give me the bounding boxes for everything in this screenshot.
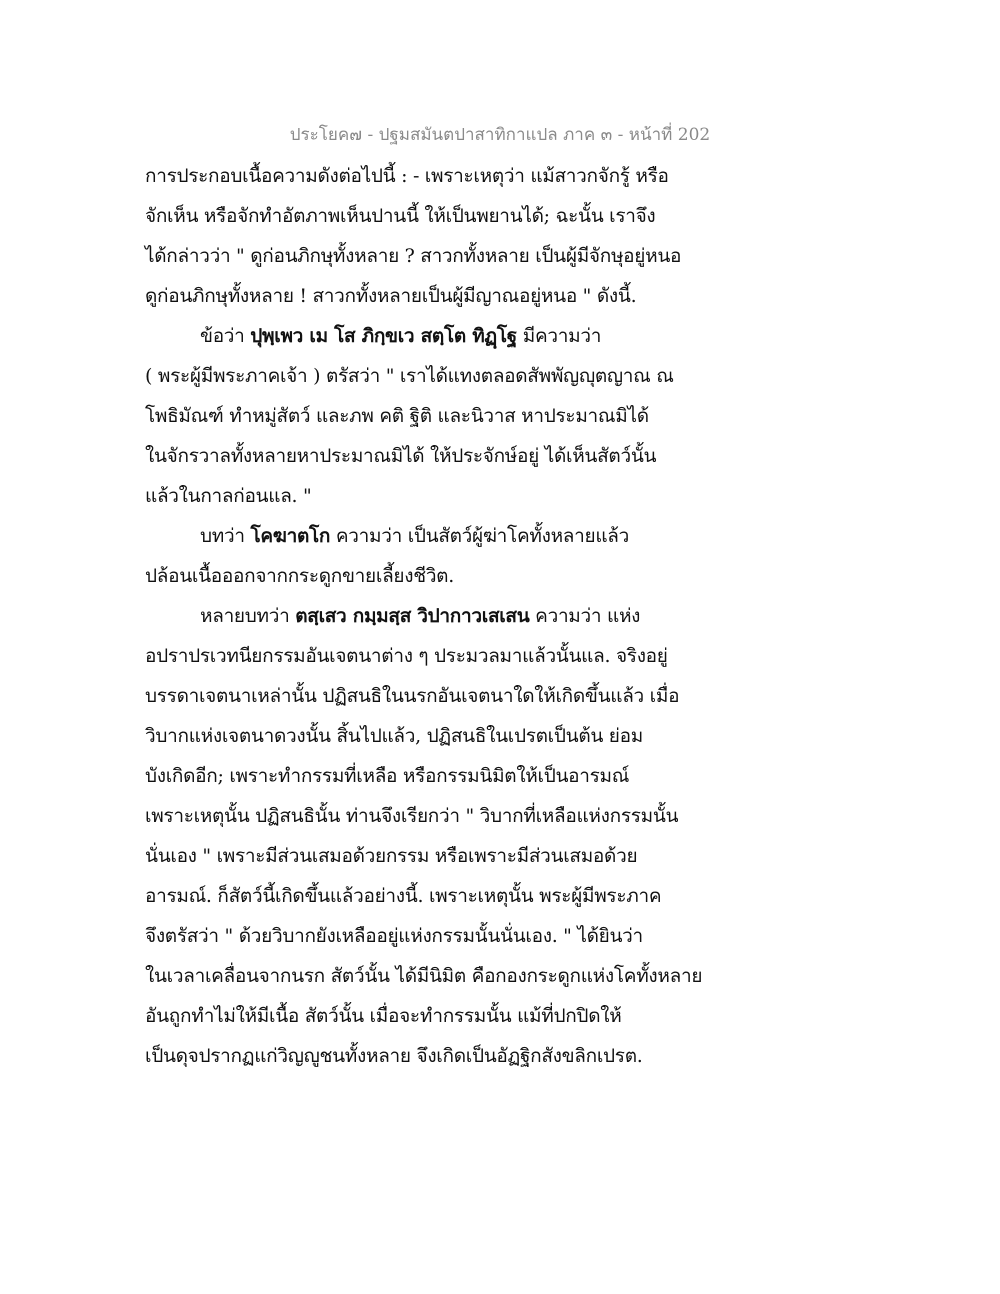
pali-term: โคฆาตโก [250, 525, 331, 547]
text-line: ปล้อนเนื้อออกจากกระดูกขายเลี้ยงชีวิต. [145, 565, 454, 587]
text-line: อปราปรเวทนียกรรมอันเจตนาต่าง ๆ ประมวลมาแล้วนั้นแล. จริงอยู่ [145, 645, 668, 667]
text-line: จักเห็น หรือจักทำอัตภาพเห็นปานนี้ ให้เป็นพยานได้; ฉะนั้น เราจึง [145, 205, 656, 227]
text-line: ในเวลาเคลื่อนจากนรก สัตว์นั้น ได้มีนิมิต คือกองกระดูกแห่งโคทั้งหลาย [145, 965, 703, 987]
text-line: เพราะเหตุนั้น ปฏิสนธินั้น ท่านจึงเรียกว่า " วิบากที่เหลือแห่งกรรมนั้น [145, 805, 679, 827]
text-line-with-pali-term [200, 516, 629, 556]
text-line: อันถูกทำไม่ให้มีเนื้อ สัตว์นั้น เมื่อจะทำกรรมนั้น แม้ที่ปกปิดให้ [145, 1005, 622, 1027]
text-line: ดูก่อนภิกษุทั้งหลาย ! สาวกทั้งหลายเป็นผู้มีญาณอยู่หนอ " ดังนี้. [145, 285, 637, 307]
text-line: อารมณ์. ก็สัตว์นี้เกิดขึ้นแล้วอย่างนี้. เพราะเหตุนั้น พระผู้มีพระภาค [145, 885, 662, 907]
text-line: โพธิมัณฑ์ ทำหมู่สัตว์ และภพ คติ ฐิติ และนิวาส หาประมาณมิได้ [145, 405, 649, 427]
text-line-with-pali-term [200, 316, 601, 356]
text-line: จึงตรัสว่า " ด้วยวิบากยังเหลืออยู่แห่งกรรมนั้นนั่นเอง. " ได้ยินว่า [145, 925, 643, 947]
pali-term: ตสฺเสว กมฺมสฺส วิปากาวเสเสน [295, 605, 530, 627]
line-prefix: ข้อว่า [200, 325, 251, 347]
pali-term: ปุพฺเพว เม โส ภิกฺขเว สตฺโต ทิฏฺโฐ [250, 325, 517, 347]
line-prefix: หลายบทว่า [200, 605, 296, 627]
text-line: แล้วในกาลก่อนแล. " [145, 485, 312, 507]
line-suffix: ความว่า เป็นสัตว์ผู้ฆ่าโคทั้งหลายแล้ว [330, 525, 629, 547]
text-line: ได้กล่าวว่า " ดูก่อนภิกษุทั้งหลาย ? สาวกทั้งหลาย เป็นผู้มีจักษุอยู่หนอ [145, 245, 682, 267]
text-line: บังเกิดอีก; เพราะทำกรรมที่เหลือ หรือกรรมนิมิตให้เป็นอารมณ์ [145, 765, 630, 787]
text-line-with-pali-term [200, 596, 640, 636]
line-suffix: ความว่า แห่ง [529, 605, 641, 627]
line-prefix: บทว่า [200, 525, 251, 547]
text-line: วิบากแห่งเจตนาดวงนั้น สิ้นไปแล้ว, ปฏิสนธิในเปรตเป็นต้น ย่อม [145, 725, 643, 747]
running-header: ประโยค๗ - ปฐมสมันตปาสาทิกาแปล ภาค ๓ - หน้าที่ 202 [289, 125, 711, 145]
text-line: บรรดาเจตนาเหล่านั้น ปฏิสนธิในนรกอันเจตนาใดให้เกิดขึ้นแล้ว เมื่อ [145, 685, 680, 707]
text-line: ( พระผู้มีพระภาคเจ้า ) ตรัสว่า " เราได้แทงตลอดสัพพัญญุตญาณ ณ [145, 365, 674, 387]
text-line: เป็นดุจปรากฏแก่วิญญูชนทั้งหลาย จึงเกิดเป็นอัฏฐิกสังขลิกเปรต. [145, 1045, 643, 1067]
text-line: นั่นเอง " เพราะมีส่วนเสมอด้วยกรรม หรือเพราะมีส่วนเสมอด้วย [145, 845, 638, 867]
text-line: ในจักรวาลทั้งหลายหาประมาณมิได้ ให้ประจักษ์อยู่ ได้เห็นสัตว์นั้น [145, 445, 657, 467]
line-suffix: มีความว่า [516, 325, 602, 347]
text-line: การประกอบเนื้อความดังต่อไปนี้ : - เพราะเหตุว่า แม้สาวกจักรู้ หรือ [145, 165, 669, 187]
